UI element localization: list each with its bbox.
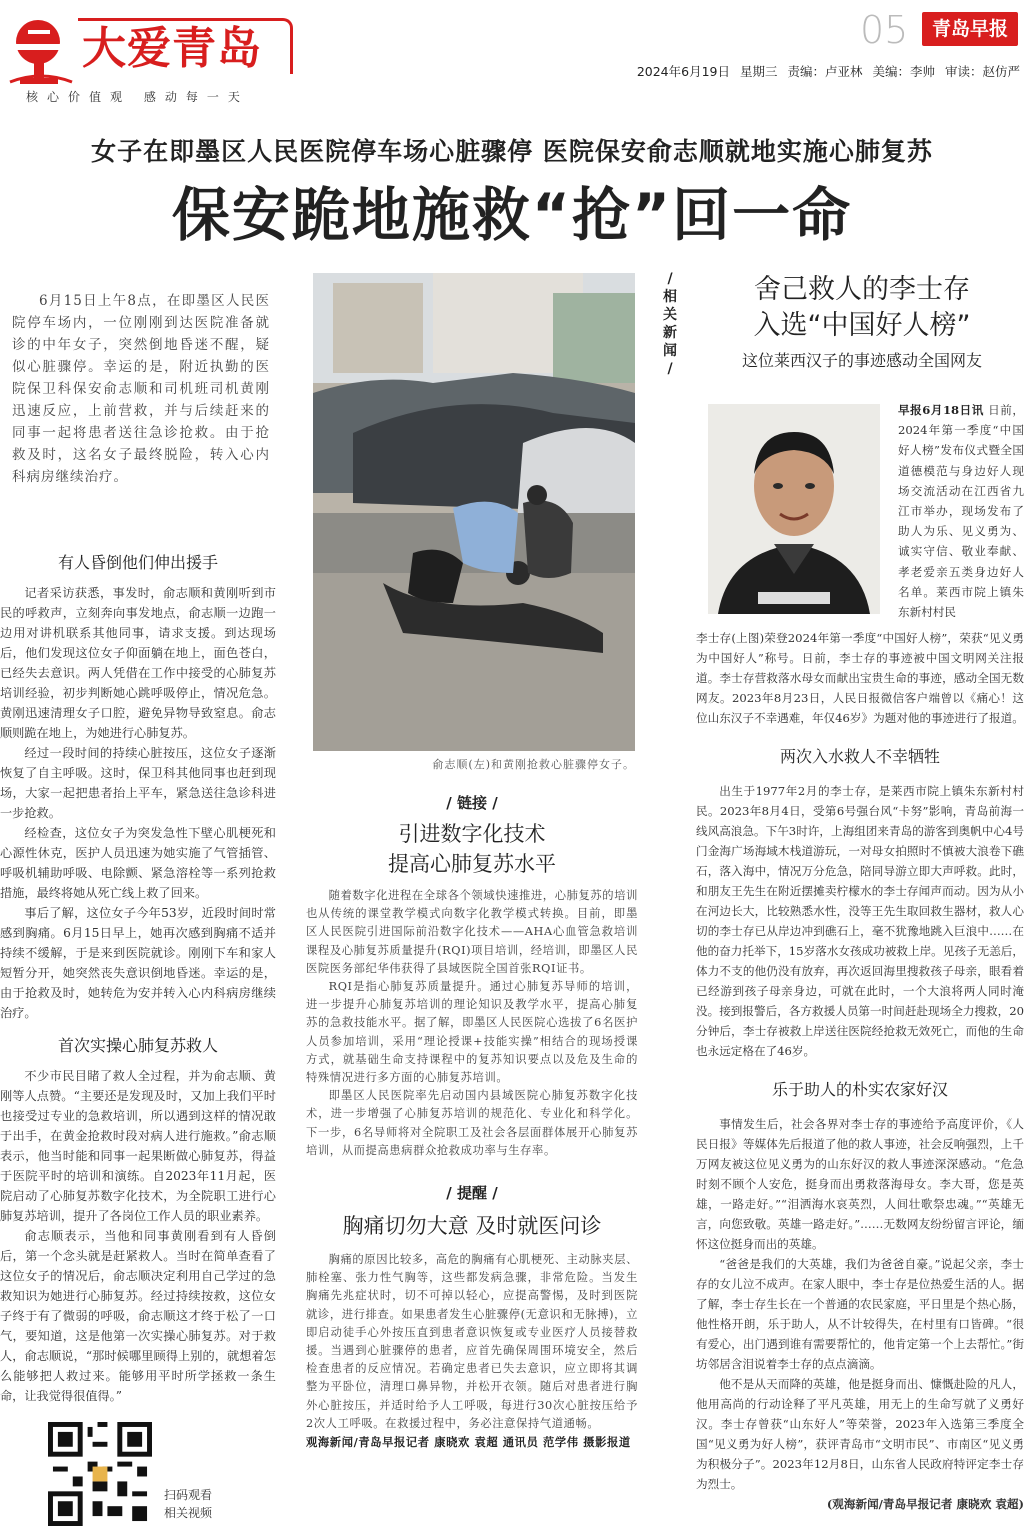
qr-caption (164, 1486, 212, 1522)
related-news-label: / 相关新闻 / (663, 271, 677, 377)
link-box-paragraph: 即墨区人民医院率先启动国内县域医院心肺复苏数字化技术，进一步增强了心肺复苏培训的规范化、专业化和科学化。下一步，6名导师将对全院职工及社会各层面群体展开心肺复苏培训，从而提高患病群众抢救成功率与生存率。 (306, 1089, 638, 1157)
sidebar-boxes (306, 792, 638, 1451)
paper-logo: 青岛早报 (922, 12, 1018, 46)
related-subtitle: 这位莱西汉子的事迹感动全国网友 (741, 351, 982, 370)
page-number: 05 (860, 8, 909, 52)
story-paragraph: 记者采访获悉，事发时，俞志顺和黄刚听到市民的呼救声，立刻奔向事发地点，俞志顺一边跑一边用对讲机联系其他同事，请求支援。到达现场后，他们发现这位女子仰面躺在地上，面色苍白，已经失去意识。两人凭借在工作中接受的心肺复苏培训经验，初步判断她心跳呼吸停止，情况危急。黄刚迅速清理女子口腔，避免异物导致窒息。俞志顺则跪在地上，为她进行心肺复苏。 (0, 586, 276, 740)
issue-date: 2024年6月19日 (636, 64, 730, 79)
story-paragraph: 事后了解，这位女子今年53岁，近段时间时常感到胸痛。6月15日早上，她再次感到胸痛不适并持续不缓解，于是来到医院就诊。刚刚下车和家人短暂分开，她突然丧失意识倒地昏迷。幸运的是，由于抢救及时，她转危为安并转入心内科病房继续治疗。 (0, 906, 276, 1020)
rescue-photo (313, 273, 635, 751)
page-info (631, 62, 1020, 80)
story-lead (12, 290, 270, 488)
reviewer-credit: 审读：赵仿严 (944, 64, 1020, 79)
portrait-photo (708, 404, 880, 614)
related-dateline-block (898, 400, 1024, 622)
section-heading: 首次实操心肺复苏救人 (57, 1036, 218, 1055)
related-intro (898, 400, 1024, 622)
related-paragraph: 他不是从天而降的英雄，他是挺身而出、慷慨赴险的凡人，他用高尚的行动诠释了平凡英雄，用无上的生命写就了义勇好汉。李士存曾获“山东好人”等荣誉，2023年入选第三季度全国“见义勇为好人榜”，获评青岛市“文明市民”、市南区“见义勇为积极分子”。2023年12月8日，山东省人民政府特评定李士存为烈士。 (696, 1377, 1024, 1491)
designer-credit: 美编：李帅 (872, 64, 935, 79)
section-heading: 有人昏倒他们伸出援手 (57, 553, 218, 572)
link-box-paragraph: RQI是指心肺复苏质量提升。通过心肺复苏导师的培训，进一步提升心肺复苏培训的理论知识及教学水平，提高心肺复苏的急救技能水平。据了解，即墨区人民医院心选拔了6名医护人员参加培训，采用“理论授课+技能实操”相结合的现场授课方式，就基础生命支持课程中的复苏知识要点以及危及生命的特殊情况进行多方面的心肺复苏培训。 (306, 980, 638, 1085)
related-paragraph: 事情发生后，社会各界对李士存的事迹给予高度评价，《人民日报》等媒体先后报道了他的救人事迹，社会反响强烈，上千万网友被这位见义勇为的山东好汉的救人事迹深深感动。“危急时刻不顾个人安危，挺身而出勇救落海母女。李大哥，您是英雄，一路走好。”“泪洒海水哀英烈，人间壮歌祭忠魂。”“英雄无言，向您致敬。英雄一路走好。”……无数网友纷纷留言评论，缅怀这位挺身而出的英雄。 (696, 1117, 1024, 1251)
column-title: 大爱青岛 (78, 18, 293, 74)
reminder-box-tag: / 提醒 / (446, 1184, 498, 1203)
story-paragraph: 不少市民目睹了救人全过程，并为俞志顺、黄刚等人点赞。“主要还是发现及时，又加上我们平时也接受过专业的急救培训，所以遇到这样的情况敢于出手，在黄金抢救时段对病人进行施救。”俞志顺表示，他当时能和同事一起果断做心肺复苏，得益于医院平时的培训和演练。自2023年11月起，医院启动了心肺复苏数字化技术，为全院职工进行心肺复苏培训，提升了各岗位工作人员的职业素养。 (0, 1069, 276, 1223)
qr-caption-line: 相关视频 (164, 1506, 213, 1520)
related-intro-text: 日前，2024年第一季度“中国好人榜”发布仪式暨全国道德模范与身边好人现场交流活动在江西省九江市举办，现场发布了助人为乐、见义勇为、诚实守信、敬业奉献、孝老爱亲五类身边好人名单。莱西市院上镇朱东新村村民 (898, 403, 1024, 620)
section-heading: 乐于助人的朴实农家好汉 (771, 1080, 948, 1099)
link-box-paragraph: 随着数字化进程在全球各个领域快速推进，心肺复苏的培训也从传统的课堂教学模式向数字化教学模式转换。目前，即墨区人民医院引进国际前沿数字化技术——AHA心血管急救培训课程及心肺复苏质量提升(RQI)项目培训，经培训，即墨区人民医院医务部纪华伟获得了县域医院全国首张RQI证书。 (306, 889, 638, 975)
related-paragraph: “爸爸是我们的大英雄，我们为爸爸自豪。”说起父亲，李士存的女儿泣不成声。在家人眼中，李士存是位热爱生活的人。据了解，李士存生长在一个普通的农民家庭，平日里是个热心肠，他性格开朗，乐于助人，从不计较得失，在村里有口皆碑。“很有爱心，出门遇到谁有需要帮忙的，他肯定第一个上去帮忙。”街坊邻居含泪说着李士存的点点滴滴。 (696, 1257, 1024, 1371)
issue-weekday: 星期三 (739, 64, 778, 79)
column-slogan: 核心价值观 感动每一天 (26, 90, 249, 104)
link-box-tag: / 链接 / (446, 794, 498, 812)
main-headline: 保安跪地施救“抢”回一命 (171, 181, 853, 249)
reminder-box-title: 胸痛切勿大意 及时就医问诊 (342, 1214, 602, 1239)
related-byline: (观海新闻/青岛早报记者 康晓欢 袁超) (826, 1497, 1024, 1511)
section-heading: 两次入水救人不幸牺牲 (779, 747, 940, 766)
masthead (0, 0, 1024, 112)
related-title: 入选“中国好人榜” (753, 310, 971, 341)
headline-kicker: 女子在即墨区人民医院停车场心脏骤停 医院保安俞志顺就地实施心肺复苏 (91, 137, 933, 166)
reminder-byline: 观海新闻/青岛早报记者 康晓欢 袁超 通讯员 范学伟 摄影报道 (306, 1435, 631, 1450)
related-dateline: 早报6月18日讯 (898, 403, 984, 417)
editor-credit: 责编：卢亚林 (787, 64, 863, 79)
related-headline (700, 272, 1024, 374)
related-paragraph: 李士存(上图)荣登2024年第一季度“中国好人榜”，荣获“见义勇为中国好人”称号。日前，李士存的事迹被中国文明网关注报道。李士存营救落水母女而献出宝贵生命的事迹，感动全国无数网友。2023年8月23日，人民日报微信客户端曾以《痛心！这位山东汉子不幸遇难，年仅46岁》为题对他的事迹进行了报道。 (696, 631, 1024, 725)
reminder-box-paragraph: 胸痛的原因比较多，高危的胸痛有心肌梗死、主动脉夹层、肺栓塞、张力性气胸等，这些都发病急骤，非常危险。当发生胸痛先兆症状时，切不可掉以轻心，应提高警惕，及时到医院就诊，进行排查。如果患者发生心脏骤停(无意识和无脉搏)，立即启动徒手心外按压直到患者意识恢复或专业医疗人员接替救援。当遇到心脏骤停的患者，应首先确保周围环境安全，然后检查患者的反应情况。若确定患者已失去意识，应立即将其调整为平卧位，清理口鼻异物，并松开衣领。随后对患者进行胸外心脏按压，并适时给予人工呼吸，每进行30次心脏按压给予2次人工呼吸。在救援过程中，务必注意保持气道通畅。 (306, 1253, 638, 1430)
related-paragraph: 出生于1977年2月的李士存，是莱西市院上镇朱东新村村民。2023年8月4日，受第6号强台风“卡努”影响，青岛前海一线风高浪急。下午3时许，上海组团来青岛的游客到奥帆中心4号门金海广场海域木栈道游玩，一对母女拍照时不慎被大浪卷下礁石，落入海中，情况万分危急，陪同导游立即大声呼救。此时，和朋友王先生在附近摆摊卖柠檬水的李士存闻声而动。因为从小在河边长大，比较熟悉水性，没等王先生取回救生器材，救人心切的李士存已从岸边冲到礁石上，毫不犹豫地跳入巨浪中……在他的奋力托举下，15岁落水女孩成功被救上岸。见孩子无恙后，体力不支的他仍没有放弃，再次返回海里搜救孩子母亲，眼看着已经游到孩子母亲身边，可就在此时，一个大浪将两人同时淹没。接到报警后，各方救援人员第一时间赶赴现场全力搜救，20分钟后，李士存被救上岸送往医院经抢救无效死亡，而他的生命也永远定格在了46岁。 (696, 784, 1024, 1058)
story-paragraph: 俞志顺表示，当他和同事黄刚看到有人昏倒后，第一个念头就是赶紧救人。当时在简单查看了这位女子的情况后，俞志顺决定利用自己学过的急救知识为她进行心肺复苏。经过持续按救，这位女子终于有了微弱的呼吸，俞志顺这才终于松了一口气，要知道，这是他第一次实操心肺复苏。对于救人，俞志顺说，“那时候哪里顾得上别的，就想着怎么能够把人救过来。能够用平时所学拯救一条生命，让我觉得很值得。” (0, 1229, 276, 1403)
story-paragraph: 经过一段时间的持续心脏按压，这位女子逐渐恢复了自主呼吸。这时，保卫科其他同事也赶到现场，大家一起把患者抬上平车，紧急送往急诊科进一步抢救。 (0, 746, 276, 820)
photo-caption: 俞志顺(左)和黄刚抢救心脏骤停女子。 (432, 758, 635, 771)
lead-paragraph: 6月15日上午8点，在即墨区人民医院停车场内，一位刚刚到达医院准备就诊的中年女子，突然倒地昏迷不醒，疑似心脏骤停。幸运的是，附近执勤的医院保卫科保安俞志顺和司机班司机黄刚迅速反应，上前营救，并与后续赶来的同事一起将患者送往急诊抢救。由于抢救及时，这名女子最终脱险，转入心内科病房继续治疗。 (12, 293, 270, 485)
qr-caption-line: 扫码观看 (164, 1488, 213, 1502)
link-box-title: 引进数字化技术 (398, 822, 546, 846)
qr-code-icon[interactable] (48, 1422, 152, 1526)
related-title: 舍己救人的李士存 (754, 274, 970, 305)
story-paragraph: 经检查，这位女子为突发急性下壁心肌梗死和心源性休克，医护人员迅速为她实施了气管插管、呼吸机辅助呼吸、电除颤、紧急溶栓等一系列抢救措施，最终将她从死亡线上救了回来。 (0, 826, 276, 900)
related-body (696, 628, 1024, 1514)
story-body (0, 540, 276, 1406)
lighthouse-logo-icon (6, 12, 76, 90)
link-box-title: 提高心肺复苏水平 (388, 852, 556, 876)
